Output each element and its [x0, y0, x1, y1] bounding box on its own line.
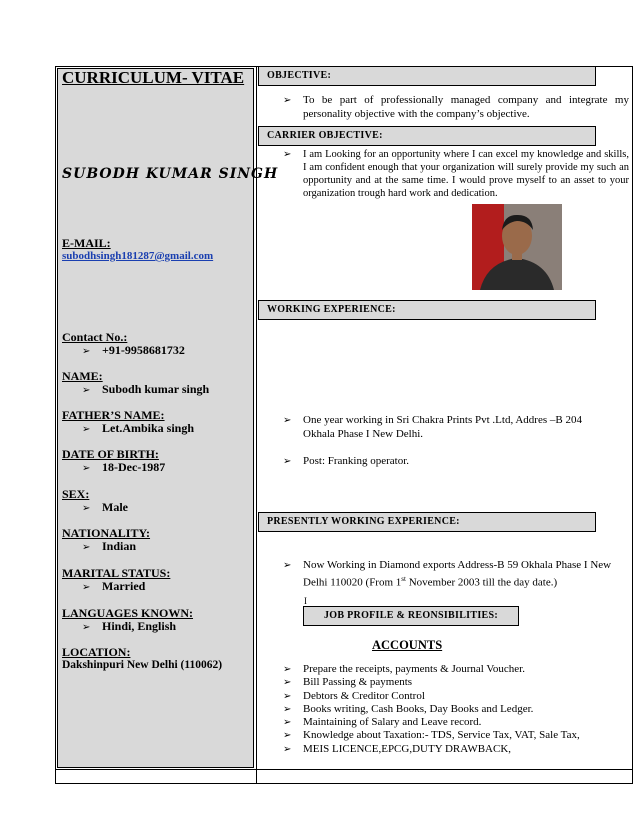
working-heading: WORKING EXPERIENCE: [258, 300, 596, 320]
father-label: FATHER’S NAME: [62, 408, 165, 422]
bullet-icon: ➢ [283, 677, 292, 689]
nationality-value: Indian [102, 539, 137, 553]
objective-text: To be part of professionally managed company and integrate my personality objective with the company’s objective. [303, 94, 629, 120]
email-label: E-MAIL: [62, 236, 111, 250]
list-item: ➢ Bill Passing & payments [283, 676, 413, 689]
languages-label: LANGUAGES KNOWN: [62, 606, 194, 620]
father-value: Let.Ambika singh [102, 421, 195, 435]
objective-item [283, 93, 629, 121]
bullet-icon: ➢ [283, 743, 292, 755]
sex-value: Male [102, 500, 128, 514]
profile-photo [472, 204, 562, 290]
bullet-icon: ➢ [283, 415, 292, 426]
name-item [82, 382, 209, 397]
accounts-subheading: ACCOUNTS [372, 638, 443, 652]
job-list [283, 663, 629, 756]
bullet-icon: ➢ [82, 463, 91, 474]
working-text-2: Post: Franking operator. [303, 455, 410, 467]
bullet-icon: ➢ [283, 730, 292, 742]
bullet-icon: ➢ [82, 503, 91, 514]
person-photo-icon [472, 204, 562, 290]
sex-label: SEX: [62, 487, 90, 501]
dob-item [82, 460, 165, 475]
marital-label: MARITAL STATUS: [62, 566, 171, 580]
stray-mark: I [304, 596, 307, 606]
bullet-icon: ➢ [283, 664, 292, 675]
bullet-icon: ➢ [283, 95, 292, 106]
list-item: ➢ Debtors & Creditor Control [283, 689, 425, 702]
list-item: ➢ Prepare the receipts, payments & Journal Voucher. [283, 663, 525, 675]
working-item-2 [283, 454, 613, 469]
bullet-icon: ➢ [283, 456, 292, 467]
languages-item [82, 619, 176, 634]
contact-item [82, 343, 185, 358]
bullet-icon: ➢ [283, 703, 292, 715]
bullet-icon: ➢ [82, 346, 91, 357]
sex-item [82, 500, 128, 515]
bullet-icon: ➢ [283, 717, 292, 729]
father-item [82, 421, 194, 436]
bullet-icon: ➢ [283, 690, 292, 702]
contact-value: +91-9958681732 [102, 343, 185, 357]
job-profile-heading: JOB PROFILE & REONSIBILITIES: [303, 606, 519, 626]
present-text: Now Working in Diamond exports Address-B 59 Okhala Phase I New Delhi 110020 (From 1st November 2003 till the day date.) [303, 559, 612, 589]
marital-value: Married [102, 579, 146, 593]
working-item-1 [283, 413, 613, 441]
bullet-icon: ➢ [82, 622, 91, 633]
name-value: Subodh kumar singh [102, 382, 210, 396]
bottom-divider [55, 769, 633, 770]
bullet-icon: ➢ [82, 424, 91, 435]
list-item: ➢ Maintaining of Salary and Leave record. [283, 716, 482, 729]
working-text-1: One year working in Sri Chakra Prints Pvt .Ltd, Addres –B 204 Okhala Phase I New Delhi. [303, 414, 582, 440]
bullet-icon: ➢ [82, 582, 91, 593]
email-link[interactable]: subodhsingh181287@gmail.com [62, 250, 214, 262]
carrier-item [283, 148, 629, 200]
location-label: LOCATION: [62, 645, 131, 659]
location-value: Dakshinpuri New Delhi (110062) [62, 659, 223, 671]
present-item [283, 558, 629, 590]
list-item: ➢ Knowledge about Taxation:- TDS, Service Tax, VAT, Sale Tax, [283, 729, 580, 742]
carrier-heading: CARRIER OBJECTIVE: [258, 126, 596, 146]
languages-value: Hindi, English [102, 619, 177, 633]
bullet-icon: ➢ [283, 560, 292, 571]
nationality-label: NATIONALITY: [62, 526, 151, 540]
present-heading: PRESENTLY WORKING EXPERIENCE: [258, 512, 596, 532]
carrier-text: I am Looking for an opportunity where I can excel my knowledge and skills, I am confident enough that your organization will surely provide my such an opportunity and at the same time. I would prove myself to an asset to your organization trough hard work and dedication. [303, 149, 629, 199]
list-item: ➢ Books writing, Cash Books, Day Books and Ledger. [283, 702, 534, 715]
candidate-name: SUBODH KUMAR SINGH [62, 166, 279, 182]
bullet-icon: ➢ [283, 149, 292, 160]
marital-item [82, 579, 145, 594]
cv-title: CURRICULUM- VITAE [62, 68, 245, 87]
contact-label: Contact No.: [62, 330, 128, 344]
bullet-icon: ➢ [82, 542, 91, 553]
dob-label: DATE OF BIRTH: [62, 447, 159, 461]
nationality-item [82, 539, 136, 554]
objective-heading: OBJECTIVE: [258, 66, 596, 86]
bullet-icon: ➢ [82, 385, 91, 396]
list-item: ➢ MEIS LICENCE,EPCG,DUTY DRAWBACK, [283, 742, 512, 755]
name-label: NAME: [62, 369, 103, 383]
dob-value: 18-Dec-1987 [102, 460, 166, 474]
